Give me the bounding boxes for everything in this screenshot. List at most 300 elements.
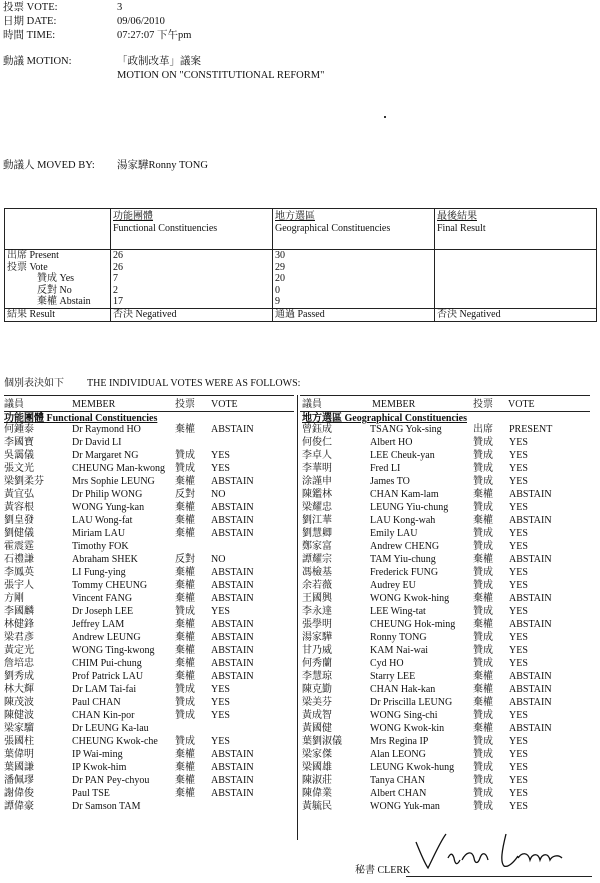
vote-en: ABSTAIN: [211, 671, 254, 682]
member-vote-row: [0, 567, 296, 580]
vote-en: YES: [509, 567, 528, 578]
member-vote-row: [0, 541, 296, 554]
vote-zh: 棄權: [175, 762, 195, 773]
member-name-zh: 劉健儀: [4, 528, 34, 539]
member-vote-row: [298, 775, 598, 788]
vote-zh: 贊成: [473, 788, 493, 799]
vote-en: YES: [509, 762, 528, 773]
result-geographical: 通過 Passed: [273, 308, 435, 321]
member-name-en: LEUNG Kwok-hung: [370, 762, 455, 773]
member-vote-row: [298, 658, 598, 671]
member-name-en: WONG Kwok-hing: [370, 593, 450, 604]
member-name-zh: 涂謹申: [302, 476, 332, 487]
vote-zh: 贊成: [473, 762, 493, 773]
geographical-section-title: 地方選區 Geographical Constituencies: [302, 413, 467, 424]
vote-en: ABSTAIN: [211, 762, 254, 773]
member-name-en: Mrs Sophie LEUNG: [72, 476, 155, 487]
vote-en: ABSTAIN: [509, 489, 552, 500]
vote-zh: 贊成: [473, 463, 493, 474]
vote-zh: 棄權: [175, 515, 195, 526]
member-name-en: Prof Patrick LAU: [72, 671, 144, 682]
member-name-zh: 詹培忠: [4, 658, 34, 669]
member-name-zh: 黃宜弘: [4, 489, 34, 500]
member-vote-row: [298, 632, 598, 645]
member-vote-row: [298, 515, 598, 528]
member-name-en: Audrey EU: [370, 580, 416, 591]
vote-en: YES: [509, 463, 528, 474]
member-name-zh: 張國柱: [4, 736, 34, 747]
vote-en: ABSTAIN: [211, 645, 254, 656]
member-name-zh: 王國興: [302, 593, 332, 604]
member-vote-row: [0, 606, 296, 619]
member-vote-row: [298, 580, 598, 593]
member-vote-row: [298, 476, 598, 489]
vote-zh: 棄權: [175, 671, 195, 682]
member-name-en: James TO: [370, 476, 410, 487]
vote-en: NO: [211, 489, 226, 500]
member-name-zh: 李鳳英: [4, 567, 34, 578]
result-functional: 否決 Negatived: [111, 308, 273, 321]
vote-zh: 棄權: [175, 593, 195, 604]
member-name-zh: 霍震霆: [4, 541, 34, 552]
left-header-rule-top: [4, 395, 294, 396]
left-header-vote-zh: 投票: [175, 399, 195, 410]
member-name-zh: 黃成智: [302, 710, 332, 721]
member-name-zh: 梁家傑: [302, 749, 332, 760]
member-name-zh: 葉國謙: [4, 762, 34, 773]
vote-zh: 棄權: [175, 658, 195, 669]
result-label: 結果 Result: [5, 308, 111, 321]
member-name-zh: 黃容根: [4, 502, 34, 513]
member-name-en: Emily LAU: [370, 528, 418, 539]
member-name-en: WONG Kwok-kin: [370, 723, 445, 734]
vote-zh: 贊成: [175, 710, 195, 721]
member-name-en: LI Fung-ying: [72, 567, 126, 578]
functional-votes-list: [0, 424, 296, 814]
member-name-zh: 何鍾泰: [4, 424, 34, 435]
vote-en: ABSTAIN: [211, 749, 254, 760]
vote-en: YES: [509, 450, 528, 461]
summary-header-geographical: 地方選區 Geographical Constituencies: [273, 209, 435, 250]
member-name-en: TAM Yiu-chung: [370, 554, 436, 565]
member-vote-row: [298, 723, 598, 736]
member-vote-row: [298, 541, 598, 554]
vote-zh: 贊成: [175, 450, 195, 461]
vote-en: YES: [509, 788, 528, 799]
vote-en: ABSTAIN: [211, 502, 254, 513]
member-vote-row: [0, 515, 296, 528]
member-name-en: Ronny TONG: [370, 632, 427, 643]
vote-summary-table: [4, 208, 597, 322]
vote-en: ABSTAIN: [509, 697, 552, 708]
member-name-en: Miriam LAU: [72, 528, 126, 539]
vote-zh: 贊成: [175, 463, 195, 474]
member-vote-row: [0, 684, 296, 697]
member-vote-row: [0, 736, 296, 749]
date-label: 日期 DATE:: [3, 16, 57, 27]
vote-zh: 棄權: [473, 684, 493, 695]
vote-zh: 贊成: [175, 736, 195, 747]
member-name-zh: 劉皇發: [4, 515, 34, 526]
member-vote-row: [298, 684, 598, 697]
member-vote-row: [298, 463, 598, 476]
vote-zh: 贊成: [175, 684, 195, 695]
vote-zh: 棄權: [473, 515, 493, 526]
member-name-en: LEE Wing-tat: [370, 606, 426, 617]
right-header-rule-top: [300, 395, 590, 396]
member-vote-row: [298, 619, 598, 632]
member-vote-row: [298, 697, 598, 710]
member-name-zh: 梁君彥: [4, 632, 34, 643]
member-name-en: Starry LEE: [370, 671, 416, 682]
vote-en: YES: [509, 476, 528, 487]
vote-date: 09/06/2010: [117, 16, 165, 27]
member-name-en: LEE Cheuk-yan: [370, 450, 435, 461]
member-vote-row: [0, 528, 296, 541]
member-name-zh: 李慧琼: [302, 671, 332, 682]
member-vote-row: [0, 697, 296, 710]
member-name-en: WONG Yuk-man: [370, 801, 440, 812]
right-header-vote-zh: 投票: [473, 399, 493, 410]
summary-functional-counts: 26 26 7 2 17: [111, 250, 273, 309]
vote-en: ABSTAIN: [509, 515, 552, 526]
member-name-en: Dr Samson TAM: [72, 801, 141, 812]
vote-zh: 贊成: [473, 502, 493, 513]
motion-title-en: MOTION ON "CONSTITUTIONAL REFORM": [117, 70, 325, 81]
vote-zh: 棄權: [175, 645, 195, 656]
vote-en: YES: [211, 606, 230, 617]
vote-zh: 棄權: [175, 580, 195, 591]
vote-en: YES: [509, 749, 528, 760]
vote-en: ABSTAIN: [211, 424, 254, 435]
member-name-en: CHEUNG Hok-ming: [370, 619, 456, 630]
vote-zh: 棄權: [473, 671, 493, 682]
vote-en: ABSTAIN: [211, 515, 254, 526]
summary-header-functional: 功能團體 Functional Constituencies: [111, 209, 273, 250]
member-name-en: CHAN Kam-lam: [370, 489, 439, 500]
vote-en: ABSTAIN: [509, 723, 552, 734]
vote-en: YES: [509, 580, 528, 591]
vote-zh: 棄權: [473, 593, 493, 604]
member-name-zh: 何秀蘭: [302, 658, 332, 669]
member-name-zh: 葉劉淑儀: [302, 736, 342, 747]
member-vote-row: [298, 710, 598, 723]
member-name-en: Dr Raymond HO: [72, 424, 141, 435]
member-name-zh: 潘佩璆: [4, 775, 34, 786]
vote-en: YES: [509, 645, 528, 656]
member-name-zh: 梁家騮: [4, 723, 34, 734]
member-name-zh: 余若薇: [302, 580, 332, 591]
member-name-zh: 劉江華: [302, 515, 332, 526]
left-header-member-en: MEMBER: [72, 399, 116, 410]
member-name-zh: 張文光: [4, 463, 34, 474]
member-vote-row: [298, 567, 598, 580]
member-vote-row: [0, 619, 296, 632]
vote-zh: 棄權: [473, 723, 493, 734]
member-vote-row: [298, 736, 598, 749]
member-name-en: CHAN Kin-por: [72, 710, 135, 721]
member-vote-row: [0, 463, 296, 476]
member-name-en: WONG Yung-kan: [72, 502, 145, 513]
vote-zh: 棄權: [175, 424, 195, 435]
member-name-en: LAU Wong-fat: [72, 515, 133, 526]
vote-en: ABSTAIN: [211, 593, 254, 604]
vote-zh: 棄權: [473, 489, 493, 500]
geographical-votes-list: [298, 424, 598, 814]
vote-en: YES: [509, 710, 528, 721]
vote-en: ABSTAIN: [211, 528, 254, 539]
member-vote-row: [298, 502, 598, 515]
member-name-en: Frederick FUNG: [370, 567, 439, 578]
member-name-zh: 林大輝: [4, 684, 34, 695]
member-vote-row: [298, 801, 598, 814]
vote-en: ABSTAIN: [211, 476, 254, 487]
member-vote-row: [0, 788, 296, 801]
vote-zh: 贊成: [473, 567, 493, 578]
vote-en: YES: [509, 801, 528, 812]
member-name-en: CHIM Pui-chung: [72, 658, 142, 669]
vote-zh: 贊成: [473, 450, 493, 461]
member-name-en: Tanya CHAN: [370, 775, 426, 786]
right-header-vote-en: VOTE: [508, 399, 535, 410]
member-name-en: WONG Sing-chi: [370, 710, 438, 721]
member-vote-row: [0, 450, 296, 463]
vote-zh: 棄權: [175, 528, 195, 539]
member-vote-row: [298, 554, 598, 567]
member-vote-row: [0, 762, 296, 775]
vote-zh: 贊成: [473, 645, 493, 656]
vote-en: ABSTAIN: [509, 619, 552, 630]
member-vote-row: [298, 450, 598, 463]
mover-name: 湯家驊Ronny TONG: [117, 160, 208, 171]
vote-zh: 棄權: [175, 567, 195, 578]
member-name-en: Dr Priscilla LEUNG: [370, 697, 453, 708]
member-name-zh: 謝偉俊: [4, 788, 34, 799]
member-name-zh: 林健鋒: [4, 619, 34, 630]
member-vote-row: [0, 476, 296, 489]
member-name-en: Paul TSE: [72, 788, 110, 799]
member-name-en: CHEUNG Kwok-che: [72, 736, 158, 747]
member-name-zh: 譚耀宗: [302, 554, 332, 565]
member-name-zh: 張宇人: [4, 580, 34, 591]
vote-zh: 棄權: [473, 697, 493, 708]
vote-en: ABSTAIN: [211, 775, 254, 786]
vote-en: ABSTAIN: [509, 593, 552, 604]
member-name-zh: 甘乃威: [302, 645, 332, 656]
left-header-vote-en: VOTE: [211, 399, 238, 410]
member-vote-row: [0, 658, 296, 671]
vote-en: ABSTAIN: [509, 671, 552, 682]
member-name-zh: 方剛: [4, 593, 24, 604]
vote-en: YES: [509, 658, 528, 669]
member-name-zh: 葉偉明: [4, 749, 34, 760]
member-name-zh: 陳淑莊: [302, 775, 332, 786]
summary-row-labels: 出席 Present 投票 Vote 贊成 Yes 反對 No 棄權 Abstain: [5, 250, 111, 309]
vote-zh: 棄權: [175, 632, 195, 643]
vote-zh: 棄權: [175, 749, 195, 760]
member-name-en: IP Kwok-him: [72, 762, 127, 773]
mover-label: 動議人 MOVED BY:: [3, 160, 95, 171]
vote-en: ABSTAIN: [211, 567, 254, 578]
member-name-zh: 劉秀成: [4, 671, 34, 682]
vote-en: YES: [509, 775, 528, 786]
right-header-rule-bottom: [300, 411, 590, 412]
member-vote-row: [298, 593, 598, 606]
vote-zh: 棄權: [473, 554, 493, 565]
vote-en: ABSTAIN: [509, 554, 552, 565]
member-name-zh: 陳鑑林: [302, 489, 332, 500]
vote-zh: 出席: [473, 424, 493, 435]
vote-zh: 棄權: [473, 619, 493, 630]
vote-en: ABSTAIN: [509, 684, 552, 695]
member-name-en: Vincent FANG: [72, 593, 133, 604]
member-name-en: KAM Nai-wai: [370, 645, 429, 656]
vote-zh: 贊成: [473, 749, 493, 760]
member-name-en: Timothy FOK: [72, 541, 129, 552]
member-name-en: TSANG Yok-sing: [370, 424, 442, 435]
vote-en: YES: [211, 697, 230, 708]
vote-en: PRESENT: [509, 424, 553, 435]
vote-zh: 贊成: [473, 528, 493, 539]
member-vote-row: [298, 606, 598, 619]
right-header-member-zh: 議員: [302, 399, 322, 410]
vote-zh: 棄權: [175, 502, 195, 513]
member-name-zh: 李國寶: [4, 437, 34, 448]
member-name-zh: 黃毓民: [302, 801, 332, 812]
member-name-zh: 梁耀忠: [302, 502, 332, 513]
member-name-zh: 陳茂波: [4, 697, 34, 708]
result-final: 否決 Negatived: [435, 308, 597, 321]
member-vote-row: [0, 645, 296, 658]
member-vote-row: [0, 424, 296, 437]
member-name-en: Paul CHAN: [72, 697, 121, 708]
member-name-zh: 張學明: [302, 619, 332, 630]
member-vote-row: [298, 671, 598, 684]
member-name-zh: 李永達: [302, 606, 332, 617]
member-name-en: IP Wai-ming: [72, 749, 123, 760]
member-vote-row: [0, 554, 296, 567]
member-name-zh: 何俊仁: [302, 437, 332, 448]
member-name-zh: 湯家驊: [302, 632, 332, 643]
member-name-en: LEUNG Yiu-chung: [370, 502, 449, 513]
vote-en: YES: [509, 528, 528, 539]
summary-geographical-counts: 30 29 20 0 9: [273, 250, 435, 309]
member-name-en: Abraham SHEK: [72, 554, 138, 565]
member-name-zh: 曾鈺成: [302, 424, 332, 435]
functional-section-title: 功能團體 Functional Constituencies: [4, 413, 158, 424]
member-vote-row: [0, 502, 296, 515]
vote-zh: 贊成: [473, 606, 493, 617]
motion-label: 動議 MOTION:: [3, 56, 72, 67]
member-name-zh: 李華明: [302, 463, 332, 474]
right-header-member-en: MEMBER: [372, 399, 416, 410]
member-name-zh: 陳偉業: [302, 788, 332, 799]
vote-en: YES: [509, 606, 528, 617]
member-name-zh: 黃國健: [302, 723, 332, 734]
member-name-en: Andrew CHENG: [370, 541, 440, 552]
member-vote-row: [0, 580, 296, 593]
member-name-zh: 鄭家富: [302, 541, 332, 552]
vote-zh: 贊成: [473, 541, 493, 552]
member-name-en: Albert HO: [370, 437, 413, 448]
vote-number-label: 投票 VOTE:: [3, 2, 58, 13]
member-vote-row: [0, 437, 296, 450]
member-name-en: Cyd HO: [370, 658, 404, 669]
vote-en: YES: [211, 450, 230, 461]
vote-zh: 贊成: [473, 476, 493, 487]
vote-zh: 贊成: [473, 775, 493, 786]
member-name-zh: 石禮謙: [4, 554, 34, 565]
member-vote-row: [0, 593, 296, 606]
member-vote-row: [0, 801, 296, 814]
member-vote-row: [0, 749, 296, 762]
vote-en: YES: [509, 437, 528, 448]
member-vote-row: [0, 710, 296, 723]
member-name-zh: 吳靄儀: [4, 450, 34, 461]
vote-time: 07:27:07 下午pm: [117, 30, 192, 41]
vote-en: YES: [509, 502, 528, 513]
left-header-member-zh: 議員: [4, 399, 24, 410]
member-name-en: Mrs Regina IP: [370, 736, 429, 747]
vote-en: ABSTAIN: [211, 788, 254, 799]
vote-zh: 贊成: [473, 801, 493, 812]
vote-number: 3: [117, 2, 123, 13]
vote-en: YES: [211, 736, 230, 747]
member-name-en: CHEUNG Man-kwong: [72, 463, 166, 474]
member-name-zh: 馮檢基: [302, 567, 332, 578]
member-vote-row: [298, 645, 598, 658]
vote-en: ABSTAIN: [211, 632, 254, 643]
vote-zh: 棄權: [175, 788, 195, 799]
member-name-en: Andrew LEUNG: [72, 632, 141, 643]
member-name-zh: 李國麟: [4, 606, 34, 617]
member-name-en: Dr Philip WONG: [72, 489, 143, 500]
member-name-en: Fred LI: [370, 463, 401, 474]
vote-zh: 反對: [175, 554, 195, 565]
vote-en: YES: [211, 710, 230, 721]
summary-final-counts: [435, 250, 597, 309]
member-name-en: Albert CHAN: [370, 788, 427, 799]
member-name-en: WONG Ting-kwong: [72, 645, 155, 656]
vote-zh: 贊成: [473, 658, 493, 669]
member-name-zh: 陳克勤: [302, 684, 332, 695]
member-name-en: Alan LEONG: [370, 749, 426, 760]
member-name-zh: 陳健波: [4, 710, 34, 721]
member-name-en: Dr PAN Pey-chyou: [72, 775, 150, 786]
member-name-zh: 梁美芬: [302, 697, 332, 708]
member-name-en: Dr David LI: [72, 437, 122, 448]
votes-intro-en: THE INDIVIDUAL VOTES WERE AS FOLLOWS:: [87, 378, 301, 389]
member-name-en: Dr Joseph LEE: [72, 606, 134, 617]
member-name-zh: 梁國雄: [302, 762, 332, 773]
vote-zh: 贊成: [175, 606, 195, 617]
member-vote-row: [298, 437, 598, 450]
signature-line: [406, 876, 592, 877]
vote-zh: 贊成: [473, 736, 493, 747]
vote-zh: 贊成: [473, 632, 493, 643]
vote-en: ABSTAIN: [211, 580, 254, 591]
vote-en: YES: [211, 463, 230, 474]
member-name-zh: 劉慧卿: [302, 528, 332, 539]
member-name-zh: 梁劉柔芬: [4, 476, 44, 487]
member-name-en: LAU Kong-wah: [370, 515, 436, 526]
vote-en: ABSTAIN: [211, 658, 254, 669]
vote-en: ABSTAIN: [211, 619, 254, 630]
vote-zh: 棄權: [175, 476, 195, 487]
summary-corner: [5, 209, 111, 250]
member-vote-row: [0, 489, 296, 502]
member-name-en: Jeffrey LAM: [72, 619, 125, 630]
